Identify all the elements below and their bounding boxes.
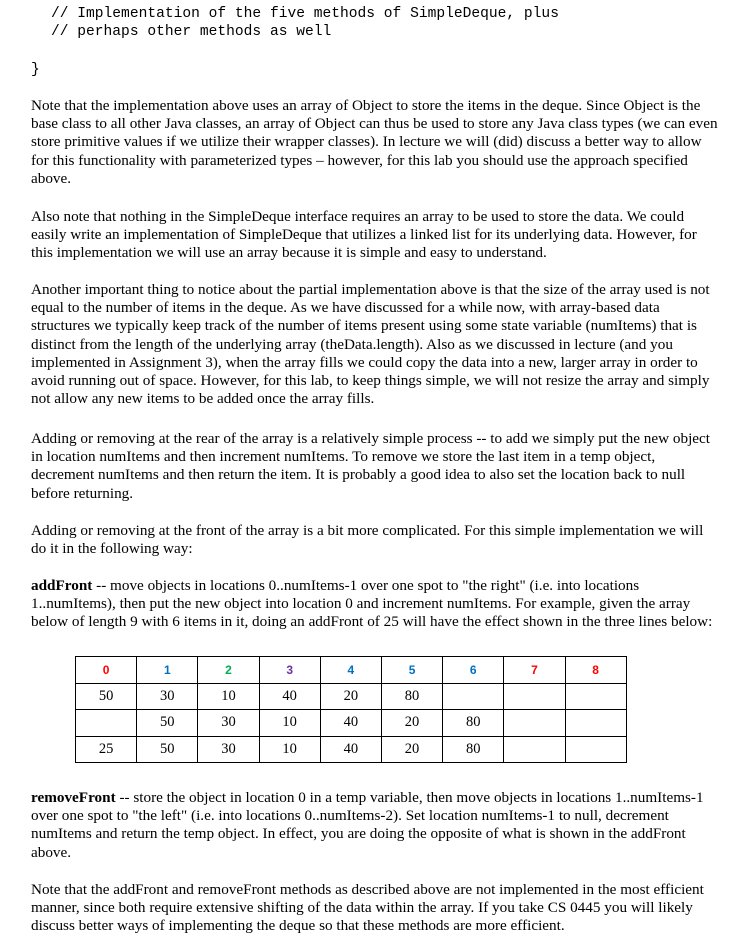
paragraph-object-array (31, 97, 721, 188)
array-value-cell: 40 (320, 736, 381, 763)
array-index-row (76, 657, 627, 684)
array-index-cell: 6 (443, 657, 504, 684)
array-value-cell: 30 (198, 736, 259, 763)
code-closing-brace: } (31, 62, 40, 78)
paragraph-text: Note that the implementation above uses an array of Object to store the items in the deque. Since Object is the base class to all other Java classes, an array of Object can thus be used to store any Java class types (we can even store primitive values if we utilize their wrapper classes). In lecture we will (did) discuss a better way to allow for this functionality with parameterized types – however, for this lab you should use the approach specified above. (31, 97, 718, 187)
array-index-cell: 4 (320, 657, 381, 684)
paragraph-text: Adding or removing at the front of the array is a bit more complicated. For this simple implementation we will do it in the following way: (31, 522, 704, 558)
array-value-cell: 40 (320, 710, 381, 737)
paragraph-array-size (31, 281, 721, 408)
array-example-table (75, 656, 627, 763)
array-value-cell: 25 (76, 736, 137, 763)
array-index-cell: 0 (76, 657, 137, 684)
array-value-cell: 10 (259, 710, 320, 737)
array-value-cell: 80 (381, 683, 442, 710)
addfront-description: -- move objects in locations 0..numItems-1 over one spot to "the right" (i.e. into locations 1..numItems), then put the new object into location 0 and increment numItems. For example, given the array below of length 9 with 6 items in it, doing an addFront of 25 will have the effect shown in the three lines below: (31, 577, 713, 631)
array-state-row (76, 736, 627, 763)
paragraph-efficiency-note (31, 881, 721, 936)
array-value-cell (565, 683, 626, 710)
array-index-cell: 1 (137, 657, 198, 684)
paragraph-text: Also note that nothing in the SimpleDeque interface requires an array to be used to store the data. We could easily write an implementation of SimpleDeque that utilizes a linked list for its underlying data. However, for this implementation we will use an array because it is simple and easy to understand. (31, 208, 697, 262)
array-value-cell: 30 (198, 710, 259, 737)
paragraph-interface-note (31, 208, 721, 263)
array-index-cell: 3 (259, 657, 320, 684)
array-value-cell: 20 (320, 683, 381, 710)
array-value-cell (565, 736, 626, 763)
array-state-row (76, 683, 627, 710)
array-value-cell: 50 (137, 710, 198, 737)
removefront-description: -- store the object in location 0 in a temp variable, then move objects in locations 1..numItems-1 over one spot to "the left" (i.e. into locations 0..numItems-2). Set location numItems-1 to null, decrement numItems and return the temp object. In effect, you are doing the opposite of what is shown in the addFront above. (31, 789, 704, 861)
array-value-cell: 80 (443, 710, 504, 737)
paragraph-text: Adding or removing at the rear of the array is a relatively simple process -- to add we simply put the new object in location numItems and then increment numItems. To remove we store the last item in a temp object, decrement numItems and then return the item. It is probably a good idea to also set the location back to null before returning. (31, 430, 711, 502)
paragraph-removefront (31, 789, 721, 862)
array-value-cell (76, 710, 137, 737)
paragraph-text: Another important thing to notice about the partial implementation above is that the size of the array used is not equal to the number of items in the deque. As we have discussed for a while now, with array-based data structures we typically keep track of the number of items present using some state variable (numItems) that is distinct from the length of the underlying array (theData.length). Also as we discussed in lecture (and you implemented in Assignment 3), when the array fills we could copy the data into a new, larger array in order to avoid running out of space. However, for this lab, to keep things simple, we will not resize the array and simply not allow any new items to be added once the array fills. (31, 281, 710, 408)
paragraph-text: Note that the addFront and removeFront methods as described above are not implemented in the most efficient manner, since both require extensive shifting of the data within the array. If you take CS 0445 you will likely discuss better ways of implementing the deque so that these methods are more efficient. (31, 881, 704, 935)
array-value-cell: 50 (76, 683, 137, 710)
array-index-cell: 8 (565, 657, 626, 684)
paragraph-addfront (31, 577, 721, 632)
array-value-cell (504, 683, 565, 710)
array-value-cell: 10 (198, 683, 259, 710)
array-value-cell (504, 736, 565, 763)
array-index-cell: 7 (504, 657, 565, 684)
array-index-cell: 5 (381, 657, 442, 684)
array-value-cell: 20 (381, 736, 442, 763)
array-value-cell (504, 710, 565, 737)
array-state-row (76, 710, 627, 737)
array-value-cell: 20 (381, 710, 442, 737)
array-value-cell: 10 (259, 736, 320, 763)
code-comment-line-1: // Implementation of the five methods of SimpleDeque, plus (51, 6, 559, 22)
term-addfront: addFront (31, 577, 93, 594)
array-value-cell: 50 (137, 736, 198, 763)
paragraph-rear-operations (31, 430, 721, 503)
array-value-cell: 40 (259, 683, 320, 710)
array-index-cell: 2 (198, 657, 259, 684)
array-value-cell (565, 710, 626, 737)
paragraph-text (31, 789, 721, 862)
term-removefront: removeFront (31, 789, 116, 806)
code-comment-line-2: // perhaps other methods as well (51, 24, 332, 40)
paragraph-text (31, 577, 721, 632)
array-value-cell: 30 (137, 683, 198, 710)
array-value-cell: 80 (443, 736, 504, 763)
array-value-cell (443, 683, 504, 710)
paragraph-front-operations (31, 522, 721, 558)
